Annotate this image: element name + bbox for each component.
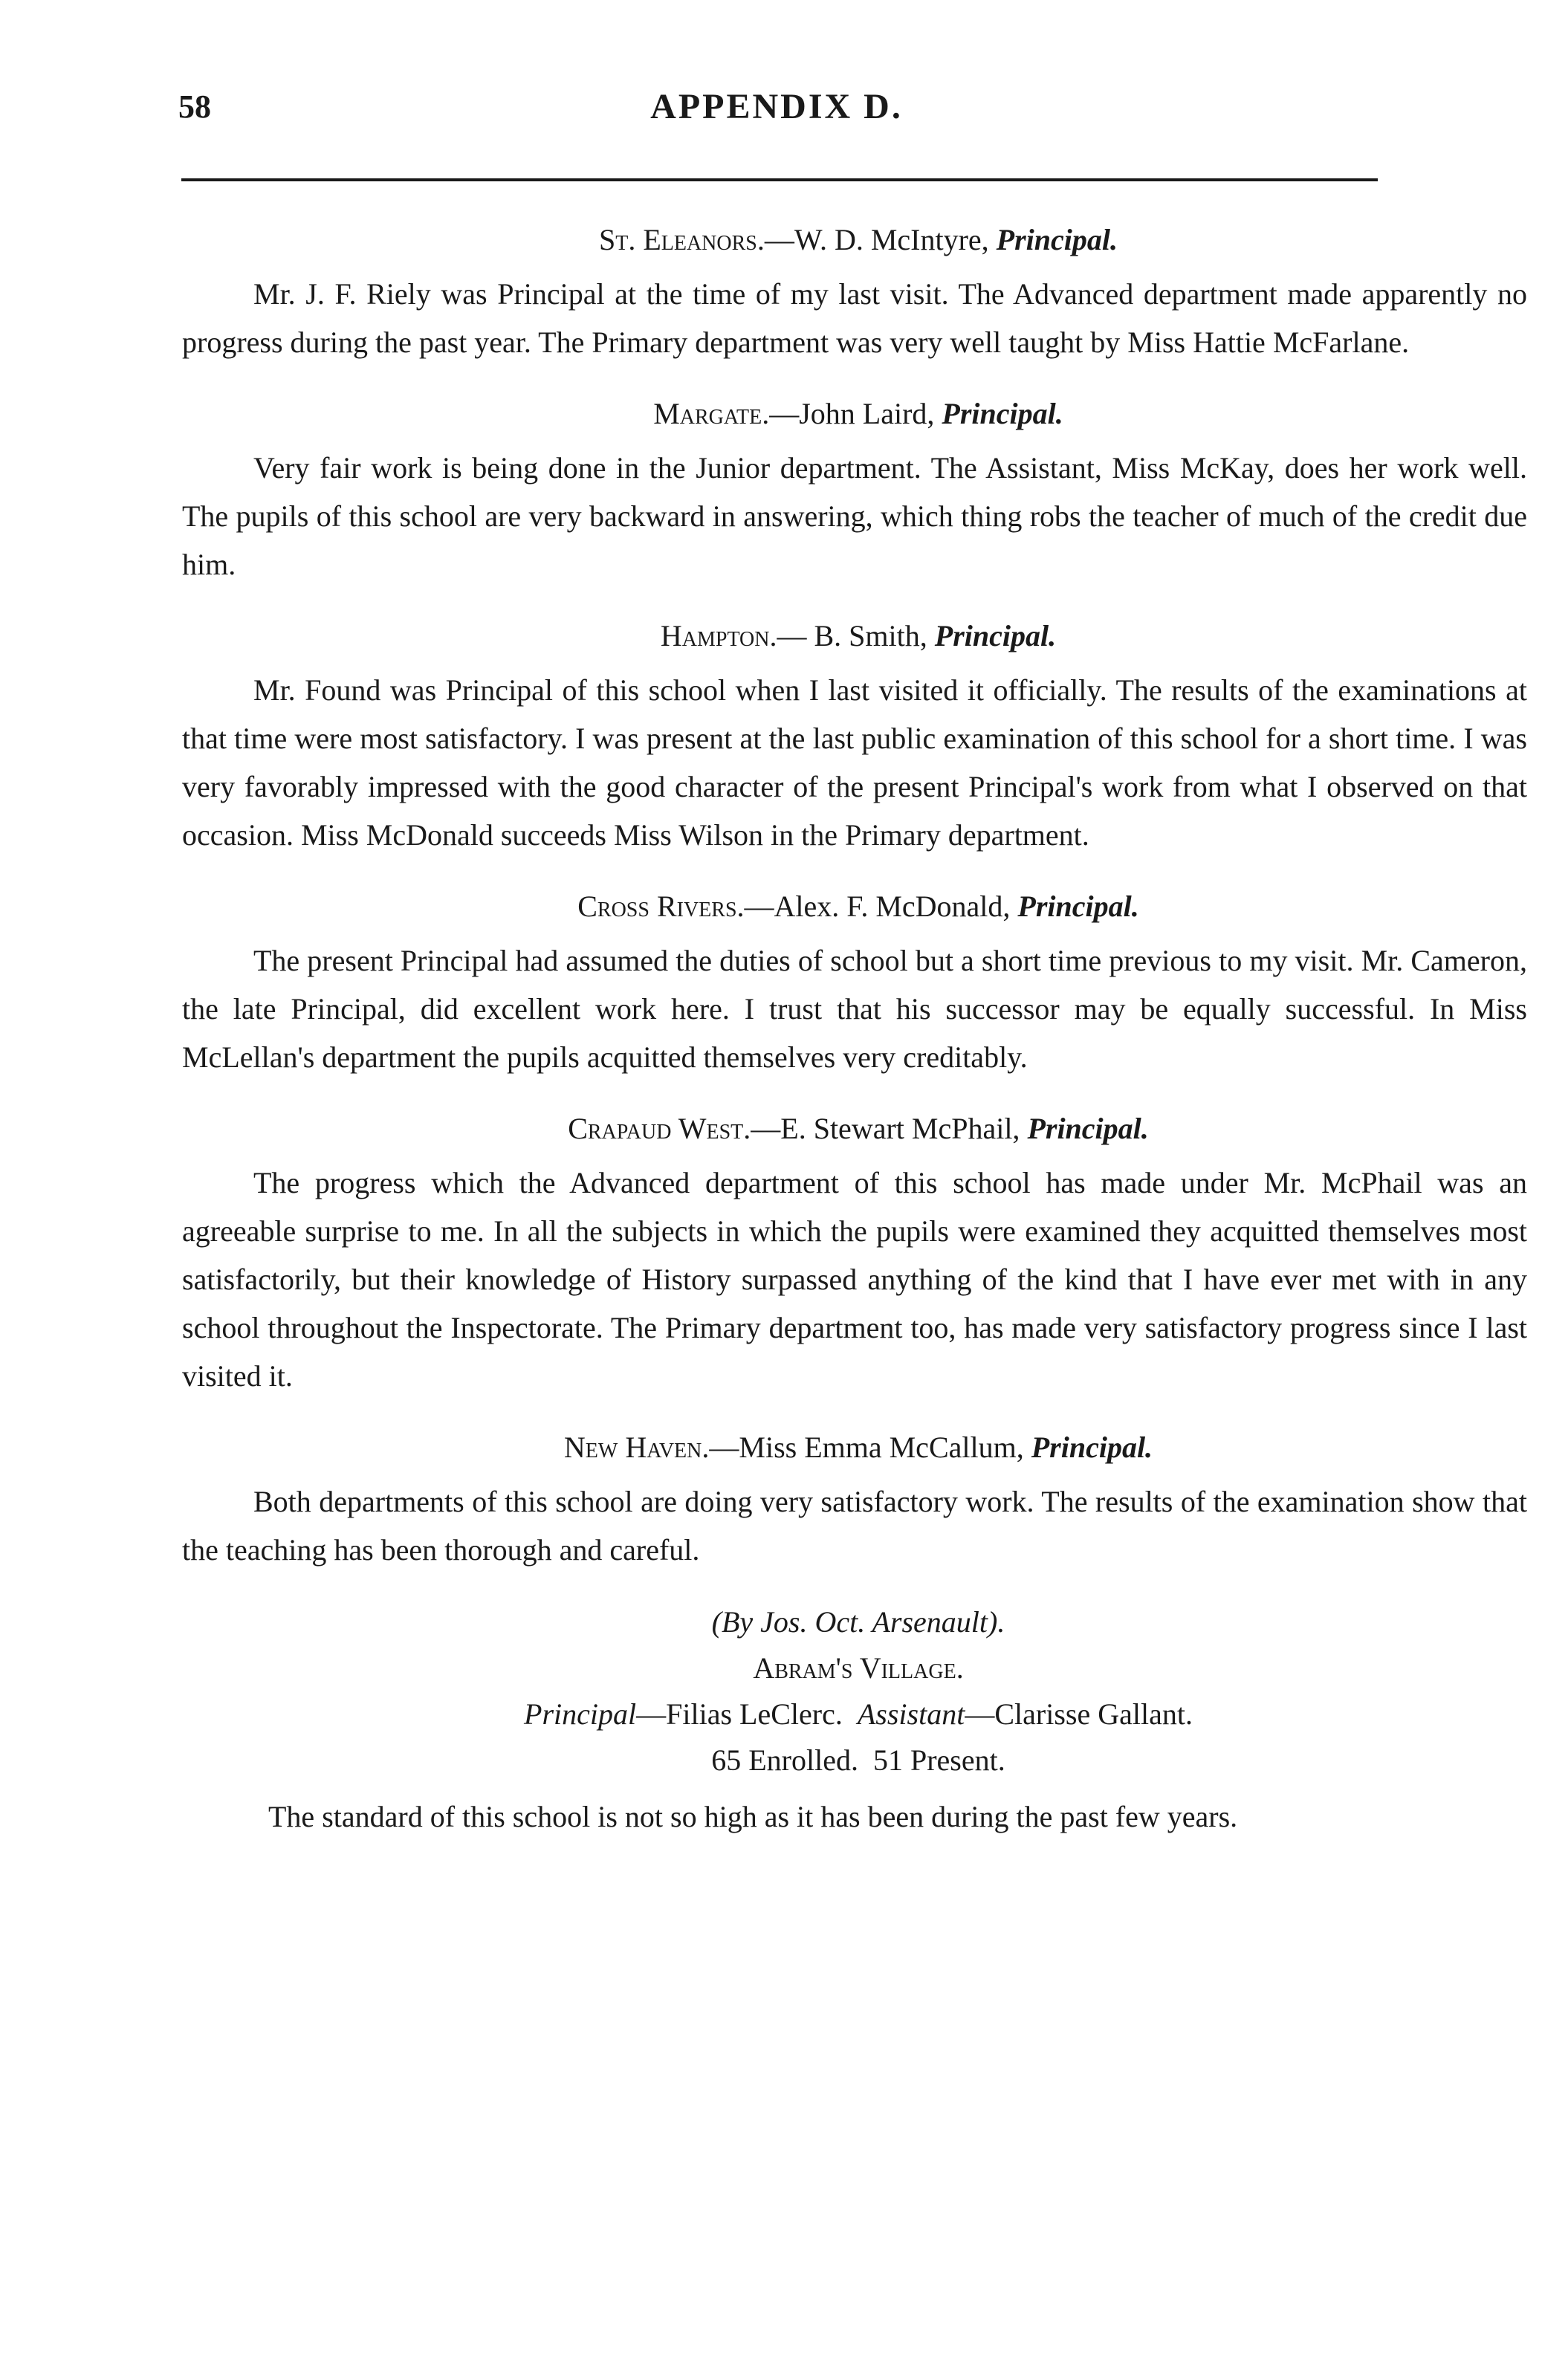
school-name: St. Eleanors. xyxy=(598,223,765,256)
section-paragraph: Mr. J. F. Riely was Principal at the time of my last visit. The Advanced department made apparently no progress during the past year. The Primary department was very well taught by Miss Hattie McFarlane. xyxy=(182,277,1527,359)
heading-dash: — xyxy=(769,397,800,430)
principal-name: E. Stewart McPhail, xyxy=(780,1112,1028,1145)
report-attribution: (By Jos. Oct. Arsenault). xyxy=(711,1605,1005,1639)
principal-role: Principal. xyxy=(1017,890,1139,923)
section-paragraph: Very fair work is being done in the Junior department. The Assistant, Miss McKay, does her work well. The pupils of this school are very backward in answering, which thing robs the teacher of much of the credit due him. xyxy=(182,451,1527,581)
principal-role: Principal. xyxy=(1031,1431,1153,1464)
page-number: 58 xyxy=(178,88,211,125)
section-heading xyxy=(182,615,1535,657)
school-name: Hampton. xyxy=(660,619,777,652)
principal-role: Principal. xyxy=(934,619,1057,652)
section-heading xyxy=(182,1427,1535,1468)
section-cross-rivers xyxy=(182,886,1535,1081)
section-abrams-village xyxy=(182,1599,1535,1841)
heading-dash: — xyxy=(777,619,814,652)
section-heading xyxy=(182,393,1535,435)
section-paragraph: Both departments of this school are doing very satisfactory work. The results of the examination show that the teaching has been thorough and careful. xyxy=(182,1485,1527,1567)
assistant-label: Assistant xyxy=(857,1697,965,1731)
section-paragraph: The progress which the Advanced department of this school has made under Mr. McPhail was an agreeable surprise to me. In all the subjects in which the pupils were examined they acquitted themselves most satisfactorily, but their knowledge of History surpassed anything of the kind that I have ever met with in any school throughout the Inspectorate. The Primary department too, has made very satisfactory progress since I last visited it. xyxy=(182,1166,1527,1393)
principal-name: B. Smith, xyxy=(814,619,935,652)
school-name: Crapaud West. xyxy=(568,1112,751,1145)
principal-role: Principal. xyxy=(1027,1112,1149,1145)
section-paragraph: Mr. Found was Principal of this school when I last visited it officially. The results of the examinations at that time were most satisfactory. I was present at the last public examination of this school for a short time. I was very favorably impressed with the good character of the present Principal's work from what I observed on that occasion. Miss McDonald succeeds Miss Wilson in the Primary department. xyxy=(182,673,1527,852)
section-st-eleanors xyxy=(182,219,1535,366)
heading-dash: — xyxy=(764,223,794,256)
header-rule xyxy=(181,178,1378,181)
section-hampton xyxy=(182,615,1535,859)
principal-role: Principal. xyxy=(996,223,1118,256)
heading-dash: — xyxy=(744,890,774,923)
principal-name: Alex. F. McDonald, xyxy=(774,890,1018,923)
section-crapaud-west xyxy=(182,1108,1535,1400)
principal-name: W. D. McIntyre, xyxy=(794,223,997,256)
running-title: APPENDIX D. xyxy=(650,87,903,126)
principal-role: Principal. xyxy=(942,397,1063,430)
school-name: Margate. xyxy=(653,397,770,430)
principal-label: Principal xyxy=(524,1697,637,1731)
heading-dash: — xyxy=(751,1112,781,1145)
school-name: Cross Rivers. xyxy=(577,890,745,923)
assistant-name: —Clarisse Gallant. xyxy=(965,1697,1193,1731)
section-margate xyxy=(182,393,1535,589)
section-new-haven xyxy=(182,1427,1535,1574)
section-paragraph: The present Principal had assumed the duties of school but a short time previous to my visit. Mr. Cameron, the late Principal, did excellent work here. I trust that his successor may be equally successful. In Miss McLellan's department the pupils acquitted themselves very creditably. xyxy=(182,944,1527,1074)
village-heading: Abram's Village. xyxy=(753,1651,964,1685)
section-heading xyxy=(182,1108,1535,1150)
section-heading xyxy=(182,219,1535,261)
section-heading xyxy=(182,886,1535,927)
school-name: New Haven. xyxy=(563,1431,710,1464)
page-header xyxy=(178,80,1375,140)
heading-dash: — xyxy=(709,1431,739,1464)
principal-name: Miss Emma McCallum, xyxy=(739,1431,1031,1464)
closing-paragraph: The standard of this school is not so high as it has been during the past few years. xyxy=(268,1800,1238,1833)
page-body xyxy=(182,219,1535,1841)
principal-name: —Filias LeClerc. xyxy=(636,1697,843,1731)
principal-name: John Laird, xyxy=(799,397,942,430)
enrolment-line: 65 Enrolled. 51 Present. xyxy=(711,1743,1005,1777)
staff-line xyxy=(182,1691,1535,1737)
